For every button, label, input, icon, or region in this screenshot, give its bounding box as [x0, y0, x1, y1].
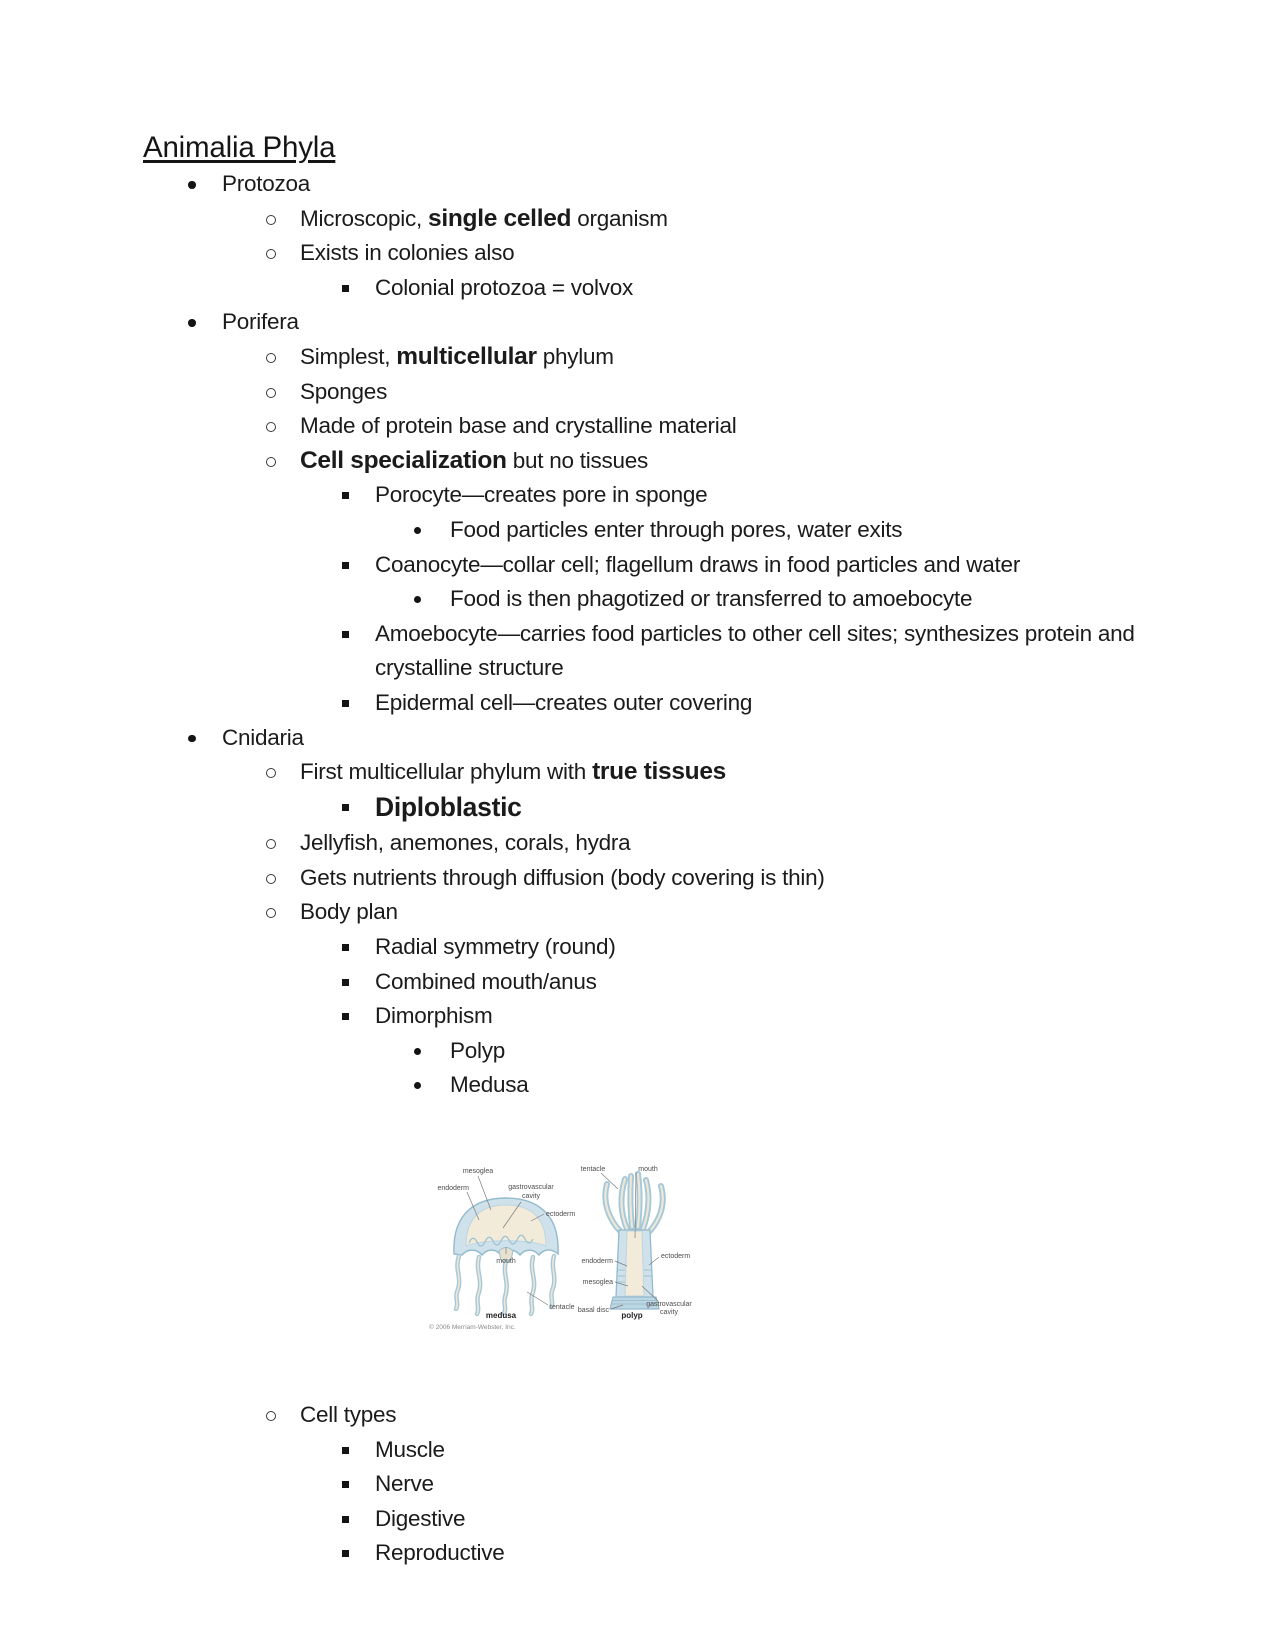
outline-item-text: [222, 171, 310, 196]
medusa-gastrovascular-label: gastrovascular: [508, 1184, 554, 1192]
medusa-mouth-label: mouth: [496, 1258, 516, 1266]
outline-item: [0, 965, 1140, 1000]
circle-bullet-icon: [266, 874, 276, 884]
text-run: Made of protein base and crystalline material: [300, 413, 737, 439]
polyp-drawing: [605, 1174, 662, 1309]
outline-item: [0, 790, 1140, 827]
square-bullet-icon: [342, 700, 349, 707]
outline-item: [0, 861, 1140, 896]
outline-item: [0, 582, 1140, 617]
outline-item: [0, 375, 1140, 410]
polyp-caption: polyp: [621, 1311, 643, 1321]
outline-item: [0, 1068, 1140, 1103]
outline-item-text: [300, 865, 825, 890]
outline-item: [0, 1433, 1140, 1468]
outline-item-text: [300, 759, 726, 784]
disc-bullet-icon: [414, 527, 421, 534]
circle-bullet-icon: [266, 839, 276, 849]
medusa-caption: medusa: [485, 1311, 517, 1321]
square-bullet-icon: [342, 804, 349, 811]
square-bullet-icon: [342, 285, 349, 292]
outline-item: [0, 513, 1140, 548]
outline-item-text: [300, 448, 648, 473]
text-run: Cell types: [300, 1402, 397, 1428]
text-run: Porocyte—creates pore in sponge: [375, 482, 708, 508]
outline-item-text: [375, 934, 616, 959]
text-run: Exists in colonies also: [300, 240, 515, 266]
outline-item-text: [375, 1437, 445, 1462]
outline-item-text: [375, 275, 633, 300]
outline-item: [0, 236, 1140, 271]
outline-item-text: [300, 413, 737, 438]
disc-bullet-icon: [188, 735, 196, 743]
outline-item: [0, 271, 1140, 306]
bold-text-run: single celled: [428, 204, 572, 232]
outline-item-text: [375, 621, 1135, 681]
text-run: Amoebocyte—carries food particles to other cell sites; synthesizes protein and crystalline structure: [375, 620, 1135, 681]
outline-item: [0, 895, 1140, 930]
outline-item-text: [375, 791, 522, 822]
text-run: Gets nutrients through diffusion (body covering is thin): [300, 864, 825, 890]
figure-copyright: © 2006 Merriam-Webster, Inc.: [429, 1324, 516, 1332]
text-run: Simplest,: [300, 343, 397, 369]
medusa-polyp-diagram: [421, 1158, 721, 1340]
outline-item-text: [375, 552, 1020, 577]
square-bullet-icon: [342, 562, 349, 569]
text-run: Coanocyte—collar cell; flagellum draws in food particles and water: [375, 551, 1021, 577]
outline-item: [0, 548, 1140, 583]
outline-item-text: [300, 344, 614, 369]
square-bullet-icon: [342, 1447, 349, 1454]
polyp-mouth-label: mouth: [638, 1166, 658, 1174]
outline-item: [0, 999, 1140, 1034]
text-run: Reproductive: [375, 1540, 505, 1566]
circle-bullet-icon: [266, 1411, 276, 1421]
square-bullet-icon: [342, 1481, 349, 1488]
circle-bullet-icon: [266, 768, 276, 778]
text-run: Epidermal cell—creates outer covering: [375, 689, 753, 715]
text-run: Combined mouth/anus: [375, 968, 597, 994]
outline-item: [0, 826, 1140, 861]
disc-bullet-icon: [414, 1082, 421, 1089]
text-run: Microscopic,: [300, 205, 429, 231]
square-bullet-icon: [342, 979, 349, 986]
cnidarian-body-plan-figure: [0, 1158, 1275, 1398]
circle-bullet-icon: [266, 353, 276, 363]
outline-item-text: [300, 830, 630, 855]
text-run: Radial symmetry (round): [375, 934, 616, 960]
square-bullet-icon: [342, 492, 349, 499]
circle-bullet-icon: [266, 457, 276, 467]
circle-bullet-icon: [266, 215, 276, 225]
medusa-tentacle-label: tentacle: [550, 1304, 575, 1312]
disc-bullet-icon: [188, 319, 196, 327]
text-run: Digestive: [375, 1505, 466, 1531]
text-run: Porifera: [222, 309, 299, 335]
bold-text-run: true tissues: [592, 758, 727, 786]
outline-item: [0, 444, 1140, 479]
outline-item-text: [375, 1506, 465, 1531]
medusa-drawing: [454, 1198, 558, 1314]
outline-item: [0, 617, 1140, 686]
polyp-gastrovascular-label: gastrovascular: [646, 1301, 692, 1309]
outline-item-text: [375, 482, 707, 507]
outline-item: [0, 721, 1140, 756]
medusa-cavity-label: cavity: [522, 1193, 540, 1201]
circle-bullet-icon: [266, 388, 276, 398]
outline-item: [0, 1536, 1140, 1571]
outline-item: [0, 930, 1140, 965]
outline-item: [0, 202, 1140, 237]
outline-item: [0, 686, 1140, 721]
square-bullet-icon: [342, 1550, 349, 1557]
page-title: Animalia Phyla: [143, 131, 336, 164]
outline-item-text: [375, 690, 752, 715]
text-run: Medusa: [450, 1072, 529, 1098]
medusa-ectoderm-label: ectoderm: [546, 1211, 576, 1219]
outline-item: [0, 305, 1140, 340]
square-bullet-icon: [342, 631, 349, 638]
outline-item-text: [375, 1003, 493, 1028]
text-run: Protozoa: [222, 171, 311, 196]
outline-item: [0, 478, 1140, 513]
text-run: Muscle: [375, 1436, 445, 1462]
text-run: Food particles enter through pores, water exits: [450, 516, 903, 542]
outline-item-text: [450, 1072, 529, 1097]
polyp-mesoglea-label: mesoglea: [582, 1279, 613, 1287]
text-run: Nerve: [375, 1471, 434, 1497]
outline-item-text: [300, 379, 387, 404]
polyp-tentacle-label: tentacle: [580, 1166, 606, 1174]
outline-item-text: [222, 309, 299, 334]
disc-bullet-icon: [414, 1048, 421, 1055]
text-run: First multicellular phylum with: [300, 759, 593, 785]
square-bullet-icon: [342, 1013, 349, 1020]
circle-bullet-icon: [266, 908, 276, 918]
medusa-mesoglea-label: mesoglea: [462, 1168, 494, 1176]
square-bullet-icon: [342, 944, 349, 951]
circle-bullet-icon: [266, 422, 276, 432]
bold-text-run: Diploblastic: [375, 791, 522, 822]
outline-item-text: [300, 899, 398, 924]
text-run: Body plan: [300, 899, 398, 925]
bold-text-run: multicellular: [396, 342, 537, 370]
disc-bullet-icon: [188, 181, 196, 189]
outline-item-text: [222, 725, 304, 750]
polyp-basal-disc-label: basal disc: [577, 1307, 609, 1315]
outline-item-text: [300, 206, 668, 231]
polyp-ectoderm-label: ectoderm: [661, 1253, 691, 1261]
text-run: organism: [571, 205, 668, 231]
medusa-endoderm-label: endoderm: [437, 1185, 469, 1193]
outline-item: [0, 409, 1140, 444]
outline-item: [0, 1467, 1140, 1502]
text-run: Jellyfish, anemones, corals, hydra: [300, 830, 631, 856]
outline-item-text: [300, 1402, 396, 1427]
polyp-endoderm-label: endoderm: [581, 1258, 613, 1266]
bold-text-run: Cell specialization: [300, 446, 507, 474]
outline-item: [0, 167, 1140, 202]
text-run: phylum: [536, 343, 614, 369]
text-run: Colonial protozoa = volvox: [375, 274, 634, 300]
outline-item: [0, 755, 1140, 790]
text-run: Polyp: [450, 1037, 506, 1063]
square-bullet-icon: [342, 1516, 349, 1523]
outline-item-text: [375, 1540, 505, 1565]
outline-item-text: [450, 517, 902, 542]
outline-item: [0, 1502, 1140, 1537]
outline-item-text: [450, 1038, 505, 1063]
outline-item-text: [450, 586, 972, 611]
outline-item-text: [300, 240, 514, 265]
text-run: Dimorphism: [375, 1003, 493, 1029]
outline-item: [0, 340, 1140, 375]
outline-item: [0, 1034, 1140, 1069]
outline-list: [0, 167, 1275, 1571]
text-run: Cnidaria: [222, 724, 304, 750]
outline-item-text: [375, 969, 597, 994]
disc-bullet-icon: [414, 596, 421, 603]
text-run: Sponges: [300, 378, 388, 404]
outline-item-text: [375, 1471, 434, 1496]
text-run: Food is then phagotized or transferred to amoebocyte: [450, 586, 973, 612]
polyp-cavity-label: cavity: [660, 1309, 678, 1317]
circle-bullet-icon: [266, 249, 276, 259]
outline-item: [0, 1398, 1140, 1433]
text-run: but no tissues: [506, 447, 649, 473]
